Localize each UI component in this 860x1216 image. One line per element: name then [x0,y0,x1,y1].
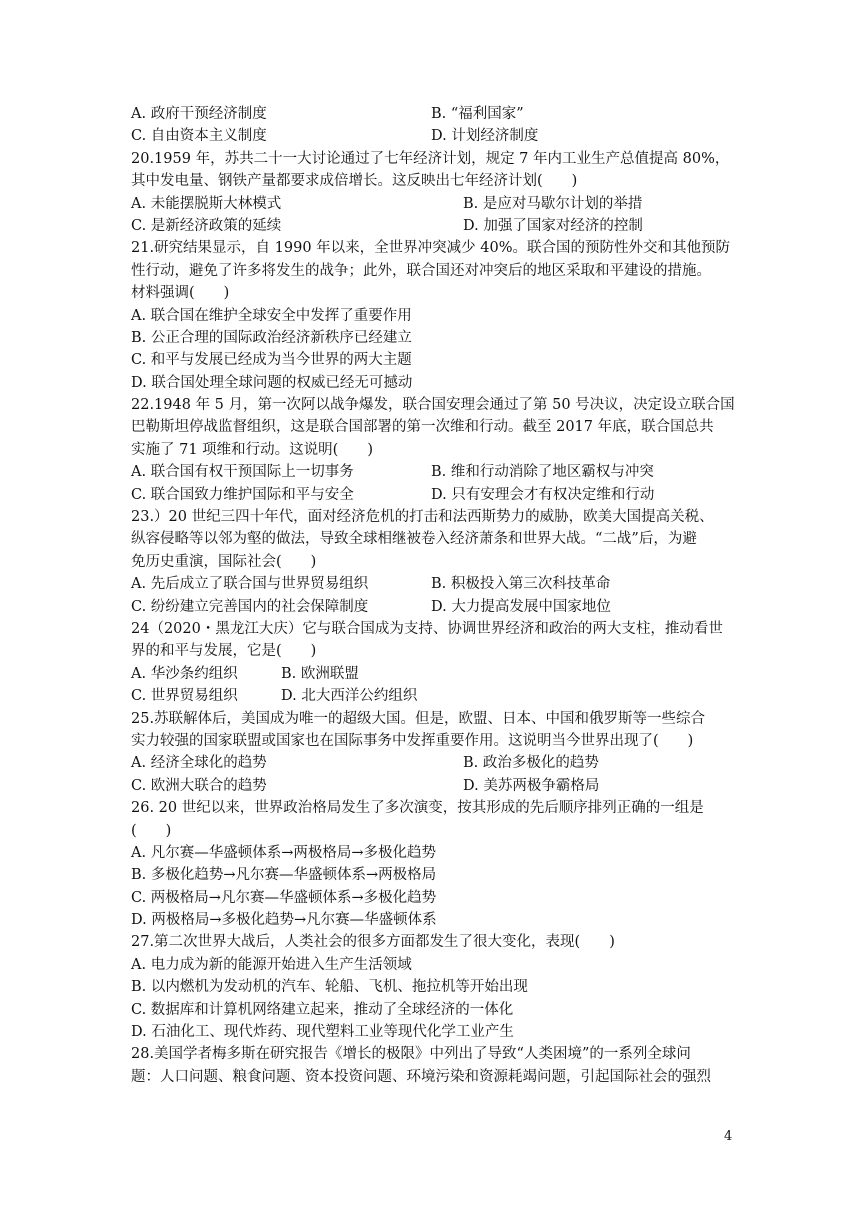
q25-options-row-1 [131,752,743,774]
q19-option-c: C. 自由资本主义制度 [131,128,267,145]
q24-option-d: D. 北大西洋公约组织 [281,688,418,705]
q21-option-a: A. 联合国在维护全球安全中发挥了重要作用 [131,307,412,324]
q24-options-row-1 [131,663,743,685]
q24-option-b: B. 欧洲联盟 [281,665,359,682]
q26-option-b: B. 多极化趋势→凡尔赛—华盛顿体系→两极格局 [131,867,437,884]
q22-stem-line-3: 实施了 71 项维和行动。这说明( ) [131,441,373,458]
q22-options-row-2 [131,484,743,506]
q19-option-a: A. 政府干预经济制度 [131,106,267,122]
q25-options-row-2 [131,775,743,797]
q20-options-row-1 [131,193,743,215]
q25-stem-line-2: 实力较强的国家联盟或国家也在国际事务中发挥重要作用。这说明当今世界出现了( ) [131,732,694,749]
q20-option-d: D. 加强了国家对经济的控制 [463,217,643,234]
q19-option-d: D. 计划经济制度 [431,128,539,145]
q27-option-b: B. 以内燃机为发动机的汽车、轮船、飞机、拖拉机等开始出现 [131,979,528,996]
q26-option-a: A. 凡尔赛—华盛顿体系→两极格局→多极化趋势 [131,844,436,861]
q21-option-c: C. 和平与发展已经成为当今世界的两大主题 [131,352,412,369]
q25-option-c: C. 欧洲大联合的趋势 [131,777,267,794]
page-number: 4 [724,1129,733,1144]
q21-stem-line-2: 性行动，避免了许多将发生的战争；此外，联合国还对冲突后的地区采取和平建设的措施。 [131,262,711,279]
q22-option-a: A. 联合国有权干预国际上一切事务 [131,464,354,481]
q22-option-d: D. 只有安理会才有权决定维和行动 [431,486,655,503]
q22-option-b: B. 维和行动消除了地区霸权与冲突 [431,464,654,481]
q21-option-d: D. 联合国处理全球问题的权威已经无可撼动 [131,374,413,391]
q22-stem-line-2: 巴勒斯坦停战监督组织，这是联合国部署的第一次维和行动。截至 2017 年底，联合国总共 [131,419,714,436]
q19-options-row-1 [131,103,743,125]
q27-option-c: C. 数据库和计算机网络建立起来，推动了全球经济的一体化 [131,1001,514,1018]
q22-option-c: C. 联合国致力维护国际和平与安全 [131,486,354,503]
q23-option-b: B. 积极投入第三次科技革命 [431,576,611,593]
q27-stem-line-1: 27.第二次世界大战后，人类社会的很多方面都发生了很大变化，表现( ) [131,934,615,951]
q26-option-d: D. 两极格局→多极化趋势→凡尔赛—华盛顿体系 [131,912,437,929]
q28-stem-line-2: 题：人口问题、粮食问题、资本投资问题、环境污染和资源耗竭问题，引起国际社会的强烈 [131,1068,711,1085]
q21-option-b: B. 公正合理的国际政治经济新秩序已经建立 [131,329,412,346]
q20-stem-line-1: 20.1959 年，苏共二十一大讨论通过了七年经济计划，规定 7 年内工业生产总值提高 80%， [131,150,730,167]
q23-stem-line-3: 免历史重演，国际社会( ) [131,553,317,570]
q21-stem-line-3: 材料强调( ) [131,285,230,302]
q25-stem-line-1: 25.苏联解体后，美国成为唯一的超级大国。但是，欧盟、日本、中国和俄罗斯等一些综合 [131,710,706,727]
q22-options-row-1 [131,461,743,483]
q20-option-c: C. 是新经济政策的延续 [131,217,282,234]
q20-option-a: A. 未能摆脱斯大林模式 [131,195,282,212]
q23-option-d: D. 大力提高发展中国家地位 [431,598,611,615]
q20-option-b: B. 是应对马歇尔计划的举措 [463,195,643,212]
q21-stem-line-1: 21.研究结果显示，自 1990 年以来，全世界冲突减少 40%。联合国的预防性外交和其他预防 [131,240,731,257]
q23-option-c: C. 纷纷建立完善国内的社会保障制度 [131,598,369,615]
q27-option-a: A. 电力成为新的能源开始进入生产生活领域 [131,956,412,973]
q26-stem-line-1: 26. 20 世纪以来，世界政治格局发生了多次演变，按其形成的先后顺序排列正确的一组是 [131,800,704,817]
q24-option-c: C. 世界贸易组织 [131,688,238,705]
q25-option-a: A. 经济全球化的趋势 [131,755,267,772]
q23-stem-line-2: 纵容侵略等以邻为壑的做法，导致全球相继被卷入经济萧条和世界大战。“二战”后，为避 [131,531,697,548]
q24-stem-line-2: 界的和平与发展，它是( ) [131,643,317,660]
question-list [131,103,743,1088]
q24-stem-line-1: 24（2020・黑龙江大庆）它与联合国成为支持、协调世界经济和政治的两大支柱，推动看世 [131,620,723,637]
q23-options-row-1 [131,573,743,595]
q20-stem-line-2: 其中发电量、钢铁产量都要求成倍增长。这反映出七年经济计划( ) [131,173,578,190]
q23-options-row-2 [131,596,743,618]
q23-option-a: A. 先后成立了联合国与世界贸易组织 [131,576,369,593]
q25-option-b: B. 政治多极化的趋势 [463,755,599,772]
q26-option-c: C. 两极格局→凡尔赛—华盛顿体系→多极化趋势 [131,889,437,906]
q23-stem-line-1: 23.）20 世纪三四十年代，面对经济危机的打击和法西斯势力的威胁，欧美大国提高关税、 [131,509,714,526]
q27-option-d: D. 石油化工、现代炸药、现代塑料工业等现代化学工业产生 [131,1024,514,1041]
q19-option-b: B. “福利国家” [431,106,524,122]
q24-option-a: A. 华沙条约组织 [131,665,238,682]
q22-stem-line-1: 22.1948 年 5 月，第一次阿以战争爆发，联合国安理会通过了第 50 号决议，决定设立联合国 [131,397,735,414]
q24-options-row-2 [131,685,743,707]
q20-options-row-2 [131,215,743,237]
q25-option-d: D. 美苏两极争霸格局 [463,777,600,794]
q28-stem-line-1: 28.美国学者梅多斯在研究报告《增长的极限》中列出了导致“人类困境”的一系列全球问 [131,1046,691,1063]
q26-stem-line-2: ( ) [131,822,172,839]
q19-options-row-2 [131,125,743,147]
